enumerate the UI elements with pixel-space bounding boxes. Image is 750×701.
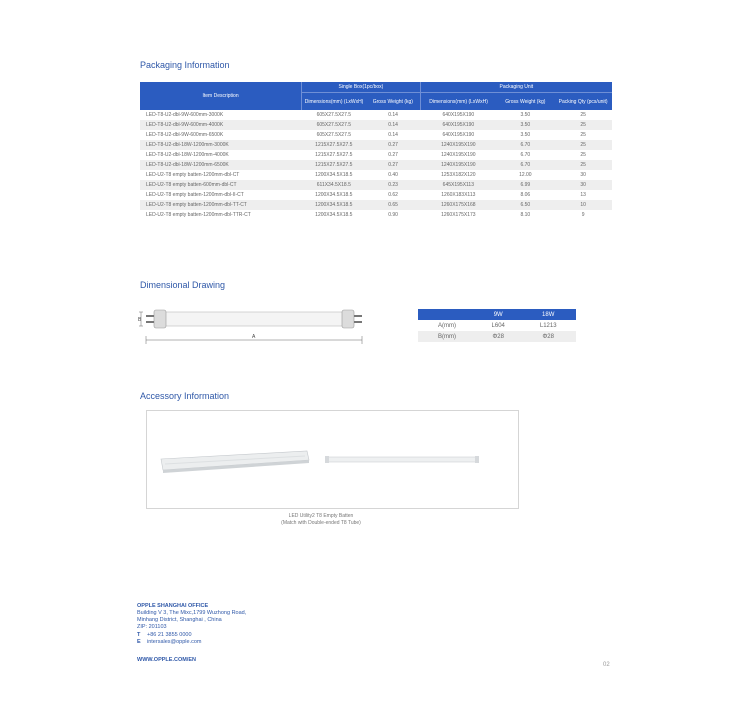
table-cell-desc: LED-T8-U2-dbl-18W-1200mm-6500K xyxy=(140,160,302,170)
table-cell-pu-wt: 3.50 xyxy=(520,132,531,138)
dim-header-18w: 18W xyxy=(520,309,576,320)
table-cell-pu-dim: 640X195X190 xyxy=(442,132,475,138)
accessory-image-frame xyxy=(146,410,519,509)
table-cell-sb-dim: 605X27.5X27.5 xyxy=(316,112,352,118)
table-cell-pu-wt: 6.70 xyxy=(496,160,554,170)
office-address-1: Building V 3, The Mixc,1799 Wuzhong Road, xyxy=(137,610,247,616)
table-cell-qty: 10 xyxy=(554,200,612,210)
table-cell-qty: 30 xyxy=(554,180,612,190)
table-cell-desc: LED-T8-U2-dbl-18W-1200mm-4000K xyxy=(146,152,229,158)
table-cell-pu-wt: 8.10 xyxy=(520,212,531,218)
table-cell-pu-dim: 645X195X113 xyxy=(420,180,496,190)
table-cell-pu-wt: 8.06 xyxy=(520,192,531,198)
table-cell-pu-dim: 1260X183X113 xyxy=(441,192,476,198)
table-cell-sb-wt: 0.14 xyxy=(388,132,398,138)
table-cell-pu-wt: 6.99 xyxy=(496,180,554,190)
table-cell-pu-dim: 1260X175X173 xyxy=(441,212,476,218)
dim-row-label: B(mm) xyxy=(418,331,476,342)
table-cell-desc: LED-U2-T8 empty batten-1200mm-dbl-TT-CT xyxy=(140,200,302,210)
table-cell-sb-wt: 0.90 xyxy=(388,212,398,218)
table-cell-pu-wt: 6.70 xyxy=(520,152,531,158)
header-pu-dimensions: Dimensions(mm) (LxWxH) xyxy=(420,93,496,111)
table-cell-qty: 25 xyxy=(554,120,612,130)
office-tel: +86 21 3855 0000 xyxy=(147,632,192,638)
table-cell-sb-wt: 0.14 xyxy=(388,112,398,118)
table-cell-pu-dim: 1240X195X190 xyxy=(441,152,476,158)
table-row xyxy=(140,110,612,120)
table-row xyxy=(140,210,612,220)
packaging-table xyxy=(140,82,612,220)
header-pu-weight: Gross Weight (kg) xyxy=(496,93,554,111)
header-packing-qty: Packing Qty (pcs/unit) xyxy=(554,93,612,111)
accessory-caption-line1: LED Utility2 T8 Empty Batten xyxy=(288,513,354,519)
table-cell-qty: 25 xyxy=(554,140,612,150)
table-cell-sb-dim: 1215X27.5X27.5 xyxy=(302,160,366,170)
dim-a-label: A xyxy=(252,334,256,340)
table-row xyxy=(140,200,612,210)
table-cell-sb-wt: 0.40 xyxy=(388,172,398,178)
tube-drawing xyxy=(138,300,418,348)
tube-left-cap xyxy=(154,310,166,328)
table-cell-desc: LED-T8-U2-dbl-9W-600mm-4000K xyxy=(140,120,302,130)
batten-flat xyxy=(327,457,477,462)
table-cell-desc: LED-U2-T8 empty batten-1200mm-dbl-CT xyxy=(146,172,240,178)
table-cell-sb-wt: 0.27 xyxy=(366,140,420,150)
page-number: 02 xyxy=(603,662,610,668)
office-email-label: E xyxy=(137,639,141,645)
office-name: OPPLE SHANGHAI OFFICE xyxy=(137,603,209,609)
accessory-title: Accessory Information xyxy=(140,391,230,401)
table-cell-desc: LED-U2-T8 empty batten-1200mm-dbl-TTR-CT xyxy=(146,212,251,218)
table-cell-sb-wt: 0.62 xyxy=(388,192,398,198)
table-cell-pu-wt: 6.70 xyxy=(496,140,554,150)
table-cell-pu-wt: 3.50 xyxy=(520,112,531,118)
table-row xyxy=(140,140,612,150)
table-row xyxy=(140,160,612,170)
batten-image xyxy=(147,411,518,508)
tube-left-pin-bottom xyxy=(146,321,154,323)
table-cell-qty: 25 xyxy=(580,112,586,118)
table-cell-sb-dim: 605X27.5X27.5 xyxy=(302,120,366,130)
table-cell-qty: 13 xyxy=(580,192,586,198)
table-cell-sb-dim: 1215X27.5X27.5 xyxy=(302,140,366,150)
dimension-table xyxy=(418,309,576,342)
tube-body xyxy=(164,312,344,326)
office-email[interactable]: intersales@opple.com xyxy=(147,639,202,645)
table-cell-sb-wt: 0.65 xyxy=(366,200,420,210)
table-row xyxy=(140,120,612,130)
tube-right-pin-bottom xyxy=(354,321,362,323)
table-row xyxy=(140,130,612,140)
table-cell-desc: LED-T8-U2-dbl-9W-600mm-3000K xyxy=(146,112,224,118)
table-cell-sb-dim: 1215X27.5X27.5 xyxy=(315,152,353,158)
dim-header-9w: 9W xyxy=(476,309,520,320)
tube-left-pin-top xyxy=(146,315,154,317)
table-cell-sb-dim: 1200X34.5X18.5 xyxy=(302,200,366,210)
dimensional-title: Dimensional Drawing xyxy=(140,280,226,290)
dim-header-blank xyxy=(418,309,476,320)
table-cell-pu-wt: 6.50 xyxy=(496,200,554,210)
table-cell-sb-wt: 0.27 xyxy=(388,152,398,158)
table-cell-sb-wt: 0.27 xyxy=(366,160,420,170)
header-single-box: Single Box(1pc/box) xyxy=(302,82,421,93)
accessory-caption-line2: (Match with Double-ended T8 Tube) xyxy=(281,520,361,526)
tube-right-cap xyxy=(342,310,354,328)
table-cell-sb-dim: 611X34.5X18.5 xyxy=(302,180,366,190)
table-row xyxy=(140,180,612,190)
tube-right-pin-top xyxy=(354,315,362,317)
table-cell-desc: LED-T8-U2-dbl-9W-600mm-6500K xyxy=(146,132,224,138)
dim-row-label: A(mm) xyxy=(438,322,456,329)
table-cell-qty: 25 xyxy=(580,152,586,158)
dim-cell: L1213 xyxy=(539,322,557,329)
dim-cell: Φ28 xyxy=(476,331,520,342)
table-cell-qty: 25 xyxy=(580,132,586,138)
dim-b-label: B xyxy=(138,317,142,323)
table-cell-pu-dim: 1260X175X168 xyxy=(420,200,496,210)
table-cell-sb-dim: 1200X34.5X18.5 xyxy=(315,212,353,218)
office-address-2: Minhang District, Shanghai , China xyxy=(137,617,222,623)
table-cell-desc: LED-U2-T8 empty batten-1200mm-dbl-II-CT xyxy=(146,192,244,198)
table-cell-desc: LED-T8-U2-dbl-18W-1200mm-3000K xyxy=(140,140,302,150)
packaging-title: Packaging Information xyxy=(140,60,230,70)
table-row xyxy=(140,190,612,200)
table-row xyxy=(140,150,612,160)
header-sb-weight: Gross Weight (kg) xyxy=(366,93,420,111)
header-packaging-unit: Packaging Unit xyxy=(420,82,612,93)
table-cell-pu-dim: 640X195X190 xyxy=(442,112,475,118)
header-item-description: Item Description xyxy=(140,82,302,110)
table-cell-sb-dim: 1200X34.5X18.5 xyxy=(315,192,353,198)
office-website[interactable]: WWW.OPPLE.COM/EN xyxy=(137,657,196,663)
table-cell-sb-wt: 0.14 xyxy=(366,120,420,130)
dim-cell: L604 xyxy=(491,322,505,329)
table-cell-pu-dim: 1240X195X190 xyxy=(420,140,496,150)
dim-cell: Φ28 xyxy=(520,331,576,342)
table-row xyxy=(140,170,612,180)
header-sb-dimensions: Dimensions(mm) (LxWxH) xyxy=(302,93,366,111)
table-cell-desc: LED-U2-T8 empty batten-600mm-dbl-CT xyxy=(140,180,302,190)
table-cell-sb-dim: 605X27.5X27.5 xyxy=(316,132,352,138)
batten-flat-left-end xyxy=(325,456,329,463)
table-cell-pu-dim: 640X195X190 xyxy=(420,120,496,130)
table-cell-pu-wt: 12.00 xyxy=(519,172,532,178)
table-cell-qty: 25 xyxy=(554,160,612,170)
table-cell-sb-dim: 1200X34.5X18.5 xyxy=(315,172,353,178)
table-cell-qty: 30 xyxy=(580,172,586,178)
table-cell-pu-dim: 1240X195X190 xyxy=(420,160,496,170)
office-zip: ZIP: 201103 xyxy=(137,624,167,630)
office-tel-label: T xyxy=(137,632,141,638)
table-cell-pu-wt: 3.50 xyxy=(496,120,554,130)
table-cell-sb-wt: 0.23 xyxy=(366,180,420,190)
batten-flat-right-end xyxy=(475,456,479,463)
table-cell-pu-dim: 1253X182X120 xyxy=(441,172,476,178)
table-cell-qty: 9 xyxy=(581,212,585,218)
